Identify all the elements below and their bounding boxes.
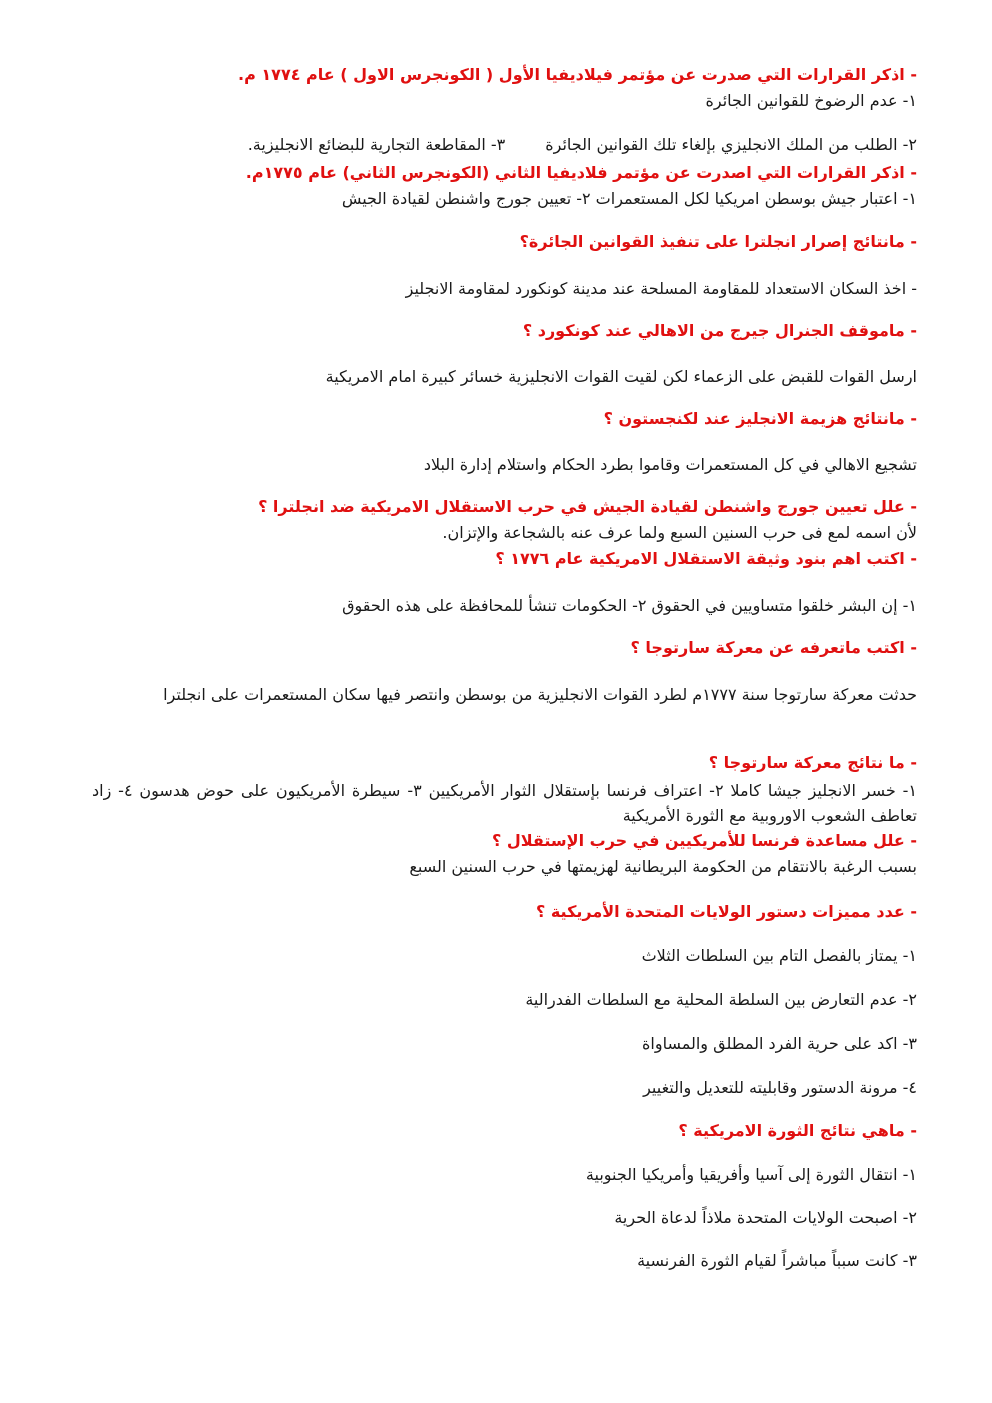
- question-9: - ما نتائج معركة سارتوجا ؟: [708, 753, 917, 772]
- answer-11-4: ٤- مرونة الدستور وقابليته للتعديل والتغيير: [643, 1078, 917, 1097]
- question-1: - اذكر القرارات التي صدرت عن مؤتمر فيلاديفيا الأول ( الكونجرس الاول ) عام ١٧٧٤ م.: [238, 65, 917, 84]
- answer-1-1: ١- عدم الرضوخ للقوانين الجائرة: [705, 91, 917, 110]
- question-11: - عدد مميزات دستور الولايات المتحدة الأمريكية ؟: [536, 902, 917, 921]
- answer-10-1: بسبب الرغبة بالانتقام من الحكومة البريطانية لهزيمتها في حرب السنين السبع: [409, 857, 917, 876]
- answer-11-3: ٣- اكد على حرية الفرد المطلق والمساواة: [642, 1034, 917, 1053]
- question-5: - مانتائج هزيمة الانجليز عند لكنجستون ؟: [603, 409, 917, 428]
- answer-7-1: ١- إن البشر خلقوا متساويين في الحقوق ٢- الحكومات تنشأ للمحافظة على هذه الحقوق: [342, 596, 917, 615]
- question-4: - ماموقف الجنرال جيرج من الاهالي عند كونكورد ؟: [522, 321, 917, 340]
- answer-12-3: ٣- كانت سبباً مباشراً لقيام الثورة الفرنسية: [637, 1251, 917, 1270]
- question-2: - اذكر القرارات التي اصدرت عن مؤتمر فلاديفيا الثاني (الكونجرس الثاني) عام ١٧٧٥م.: [245, 163, 917, 182]
- question-3: - مانتائج إصرار انجلترا على تنفيذ القوانين الجائرة؟: [519, 232, 917, 251]
- answer-5-1: تشجيع الاهالي في كل المستعمرات وقاموا بطرد الحكام واستلام إدارة البلاد: [423, 455, 917, 474]
- answer-8-1: حدثت معركة سارتوجا سنة ١٧٧٧م لطرد القوات الانجليزية من بوسطن وانتصر فيها سكان المستعمرات على انجلترا: [163, 685, 917, 704]
- question-8: - اكتب ماتعرفه عن معركة سارتوجا ؟: [630, 638, 917, 657]
- question-7: - اكتب اهم بنود وثيقة الاستقلال الامريكية عام ١٧٧٦ ؟: [495, 549, 917, 568]
- question-10: - علل مساعدة فرنسا للأمريكيين في حرب الإستقلال ؟: [492, 831, 917, 850]
- answer-6-1: لأن اسمه لمع فى حرب السنين السبع ولما عرف عنه بالشجاعة والإتزان.: [442, 523, 917, 542]
- answer-1-2: ٢- الطلب من الملك الانجليزي بإلغاء تلك القوانين الجائرة: [545, 135, 917, 154]
- answer-2-1: ١- اعتبار جيش بوسطن امريكيا لكل المستعمرات ٢- تعيين جورج واشنطن لقيادة الجيش: [341, 189, 917, 208]
- answer-12-1: ١- انتقال الثورة إلى آسيا وأفريقيا وأمريكيا الجنوبية: [585, 1165, 917, 1184]
- answer-3-1: - اخذ السكان الاستعداد للمقاومة المسلحة عند مدينة كونكورد لمقاومة الانجليز: [405, 279, 917, 298]
- question-12: - ماهي نتائج الثورة الامريكية ؟: [678, 1121, 917, 1140]
- answer-11-2: ٢- عدم التعارض بين السلطة المحلية مع السلطات الفدرالية: [525, 990, 917, 1009]
- answer-1-2-3: [100, 134, 917, 156]
- answer-4-1: ارسل القوات للقبض على الزعماء لكن لقيت القوات الانجليزية خسائر كبيرة امام الامريكية: [325, 367, 917, 386]
- answer-12-2: ٢- اصبحت الولايات المتحدة ملاذاً لدعاة الحرية: [614, 1208, 917, 1227]
- answer-1-3: ٣- المقاطعة التجارية للبضائع الانجليزية.: [247, 135, 506, 154]
- question-6: - علل تعيين جورج واشنطن لقيادة الجيش في حرب الاستقلال الامريكية ضد انجلترا ؟: [258, 497, 917, 516]
- answer-9-1: ١- خسر الانجليز جيشا كاملا ٢- اعتراف فرنسا بإستقلال الثوار الأمريكيين ٣- سيطرة الأمريكيون على حوض هدسون ٤- زاد تعاطف الشعوب الاوروبية مع الثورة الأمريكية: [92, 781, 917, 825]
- answer-11-1: ١- يمتاز بالفصل التام بين السلطات الثلاث: [641, 946, 917, 965]
